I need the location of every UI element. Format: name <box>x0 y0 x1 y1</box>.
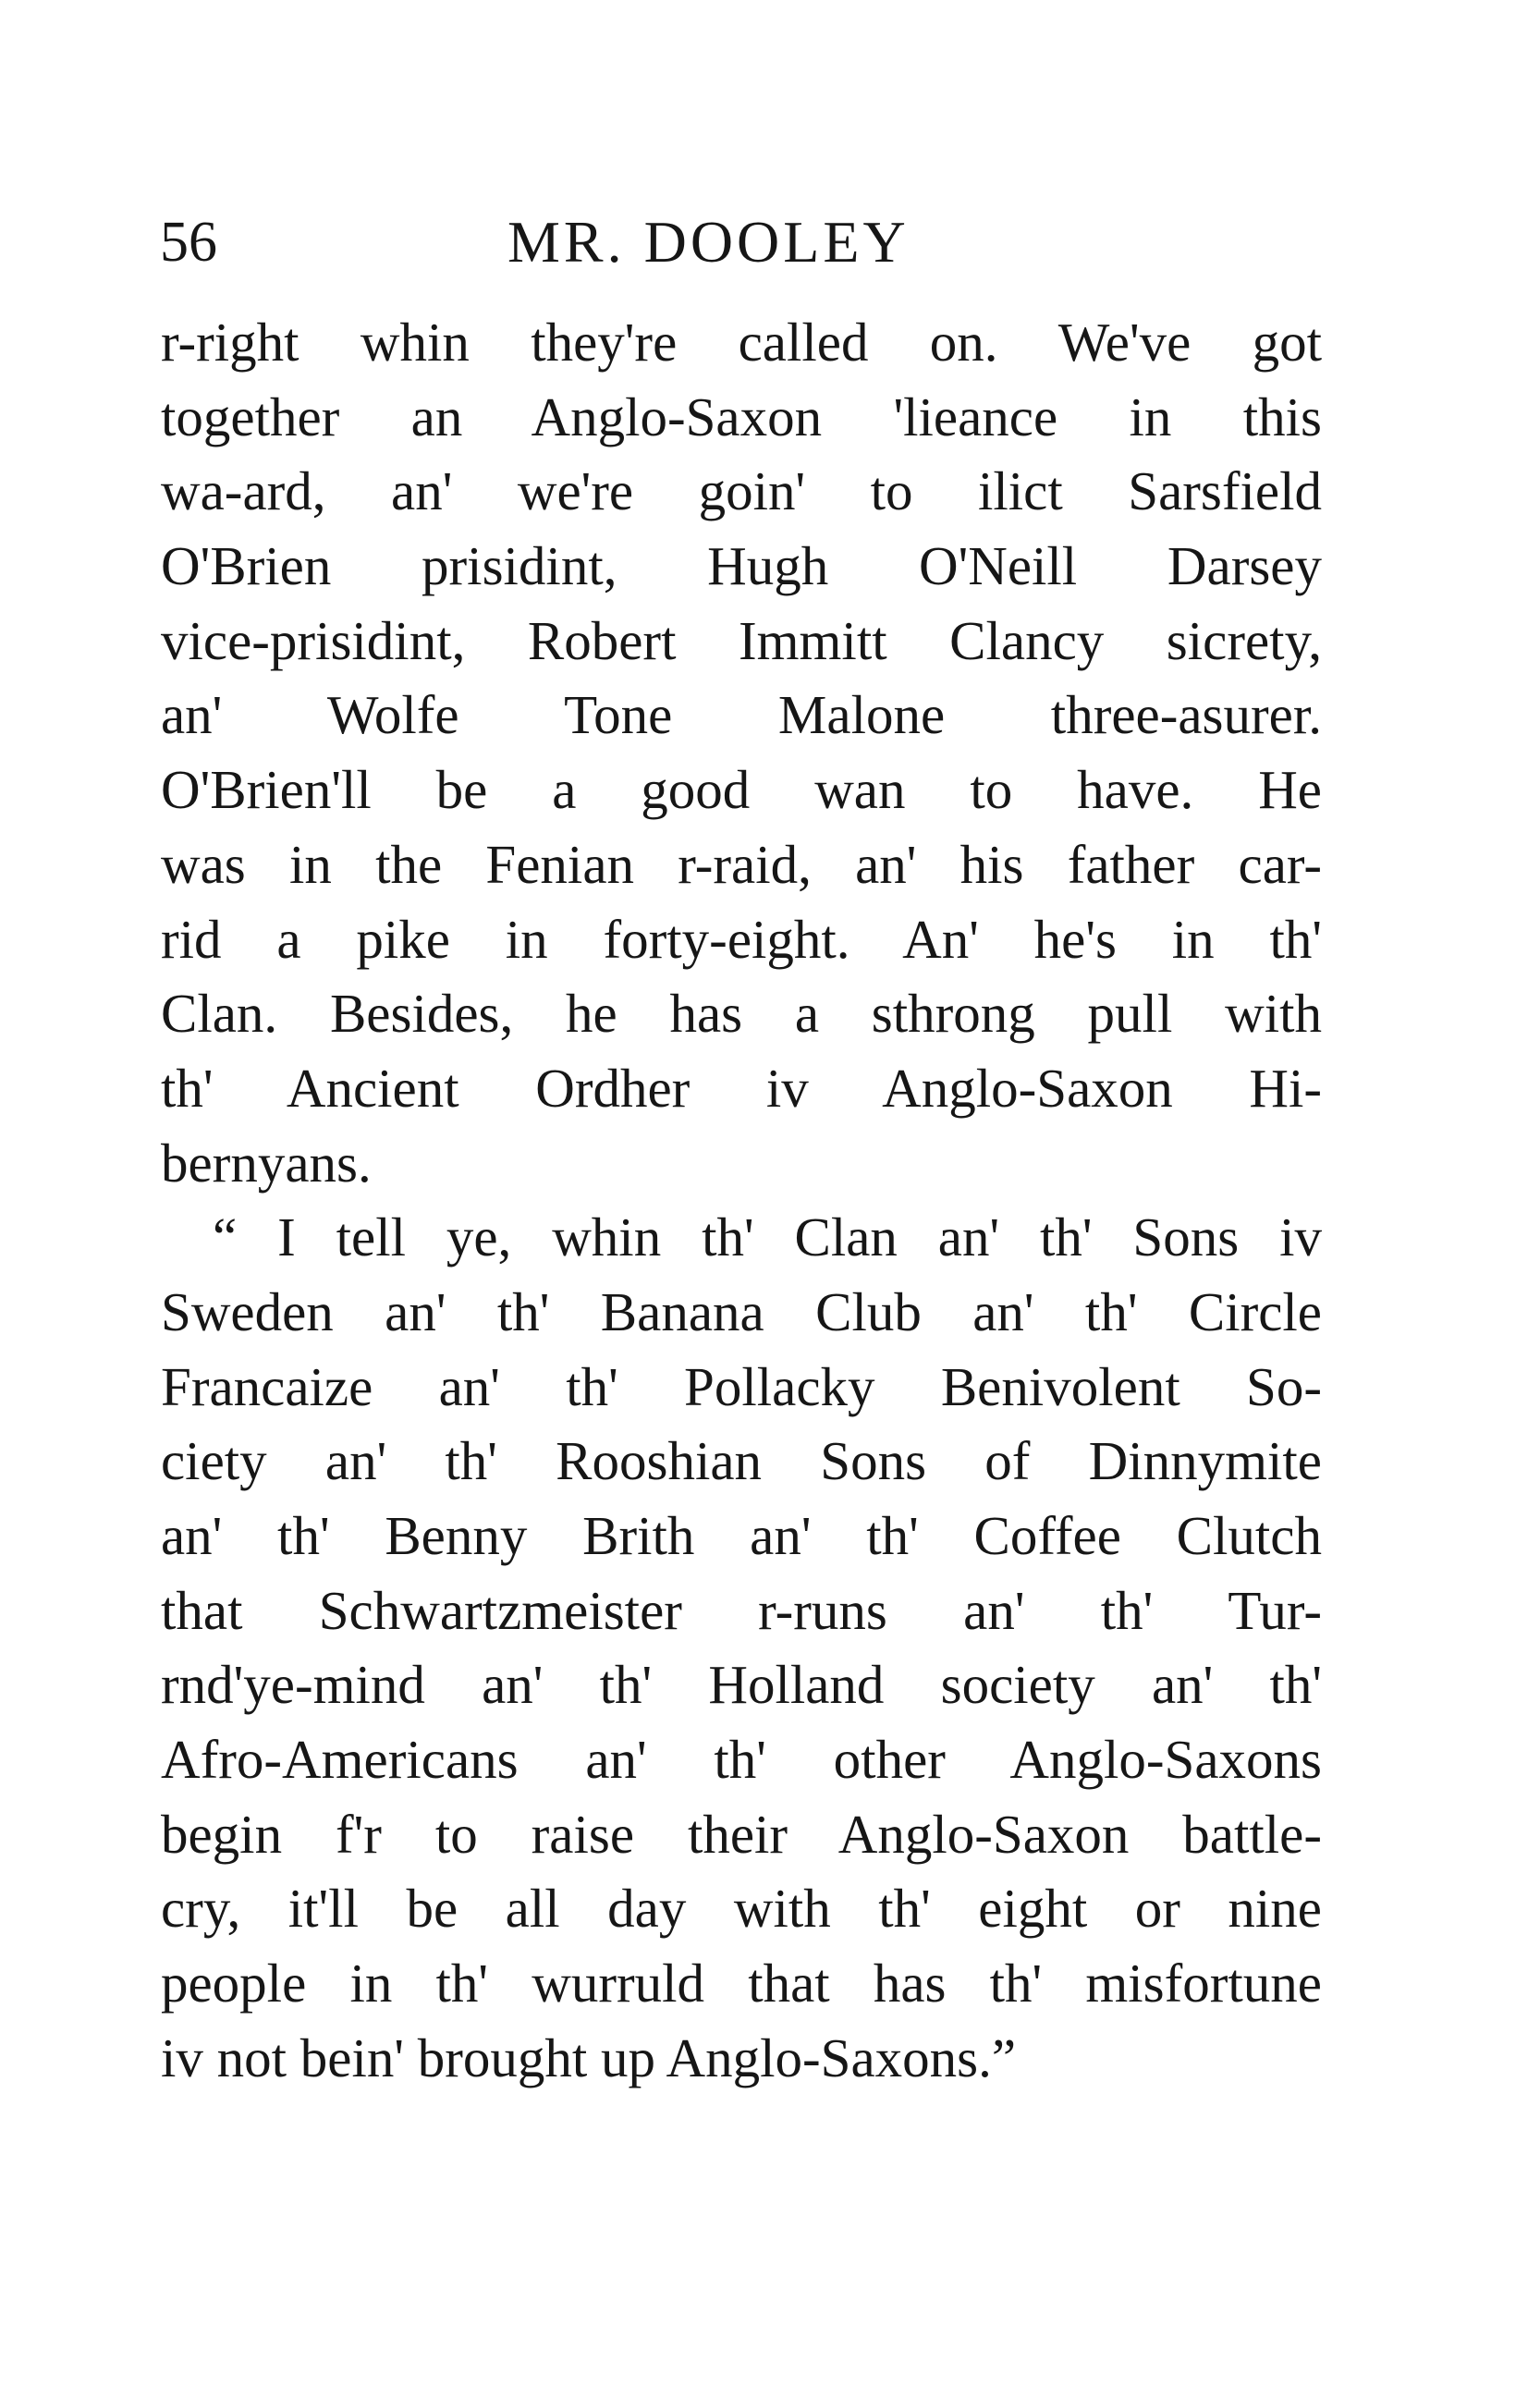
text-line: Francaize an' th' Pollacky Benivolent So- <box>161 1355 1322 1417</box>
body-text <box>161 305 1322 2096</box>
text-line: an' Wolfe Tone Malone three-asurer. <box>161 684 1322 746</box>
text-line: th' Ancient Ordher iv Anglo-Saxon Hi- <box>161 1057 1322 1119</box>
text-line: r-right whin they're called on. We've got <box>161 312 1322 373</box>
text-line: rnd'ye-mind an' th' Holland society an' th' <box>161 1654 1322 1716</box>
text-line: wa-ard, an' we're goin' to ilict Sarsfield <box>161 460 1322 522</box>
text-line: rid a pike in forty-eight. An' he's in th' <box>161 908 1322 970</box>
text-line: begin f'r to raise their Anglo-Saxon battle- <box>161 1803 1322 1865</box>
text-line: “ I tell ye, whin th' Clan an' th' Sons iv <box>213 1206 1322 1268</box>
page-header <box>160 205 1325 279</box>
running-head: MR. DOOLEY <box>507 209 910 275</box>
text-line: an' th' Benny Brith an' th' Coffee Clutch <box>161 1505 1322 1566</box>
text-line: bernyans. <box>161 1132 372 1194</box>
text-line: cry, it'll be all day with th' eight or nine <box>161 1878 1322 1940</box>
text-line: people in th' wurruld that has th' misfortune <box>161 1953 1322 2014</box>
text-line: iv not bein' brought up Anglo-Saxons.” <box>161 2027 1017 2088</box>
text-line: O'Brien prisidint, Hugh O'Neill Darsey <box>161 535 1322 597</box>
text-line: together an Anglo-Saxon 'lieance in this <box>161 386 1322 447</box>
page-number: 56 <box>160 211 217 274</box>
text-line: was in the Fenian r-raid, an' his father car- <box>161 833 1322 895</box>
text-line: Afro-Americans an' th' other Anglo-Saxons <box>161 1729 1322 1791</box>
text-line: Clan. Besides, he has a sthrong pull with <box>161 983 1322 1045</box>
text-line: Sweden an' th' Banana Club an' th' Circle <box>161 1280 1322 1342</box>
paragraph-2 <box>161 1200 1322 2095</box>
text-line: vice-prisidint, Robert Immitt Clancy sicrety, <box>161 609 1322 671</box>
paragraph-1 <box>161 305 1322 1200</box>
text-line: ciety an' th' Rooshian Sons of Dinnymite <box>161 1430 1322 1492</box>
text-line: O'Brien'll be a good wan to have. He <box>161 759 1322 821</box>
text-line: that Schwartzmeister r-runs an' th' Tur- <box>161 1579 1322 1641</box>
